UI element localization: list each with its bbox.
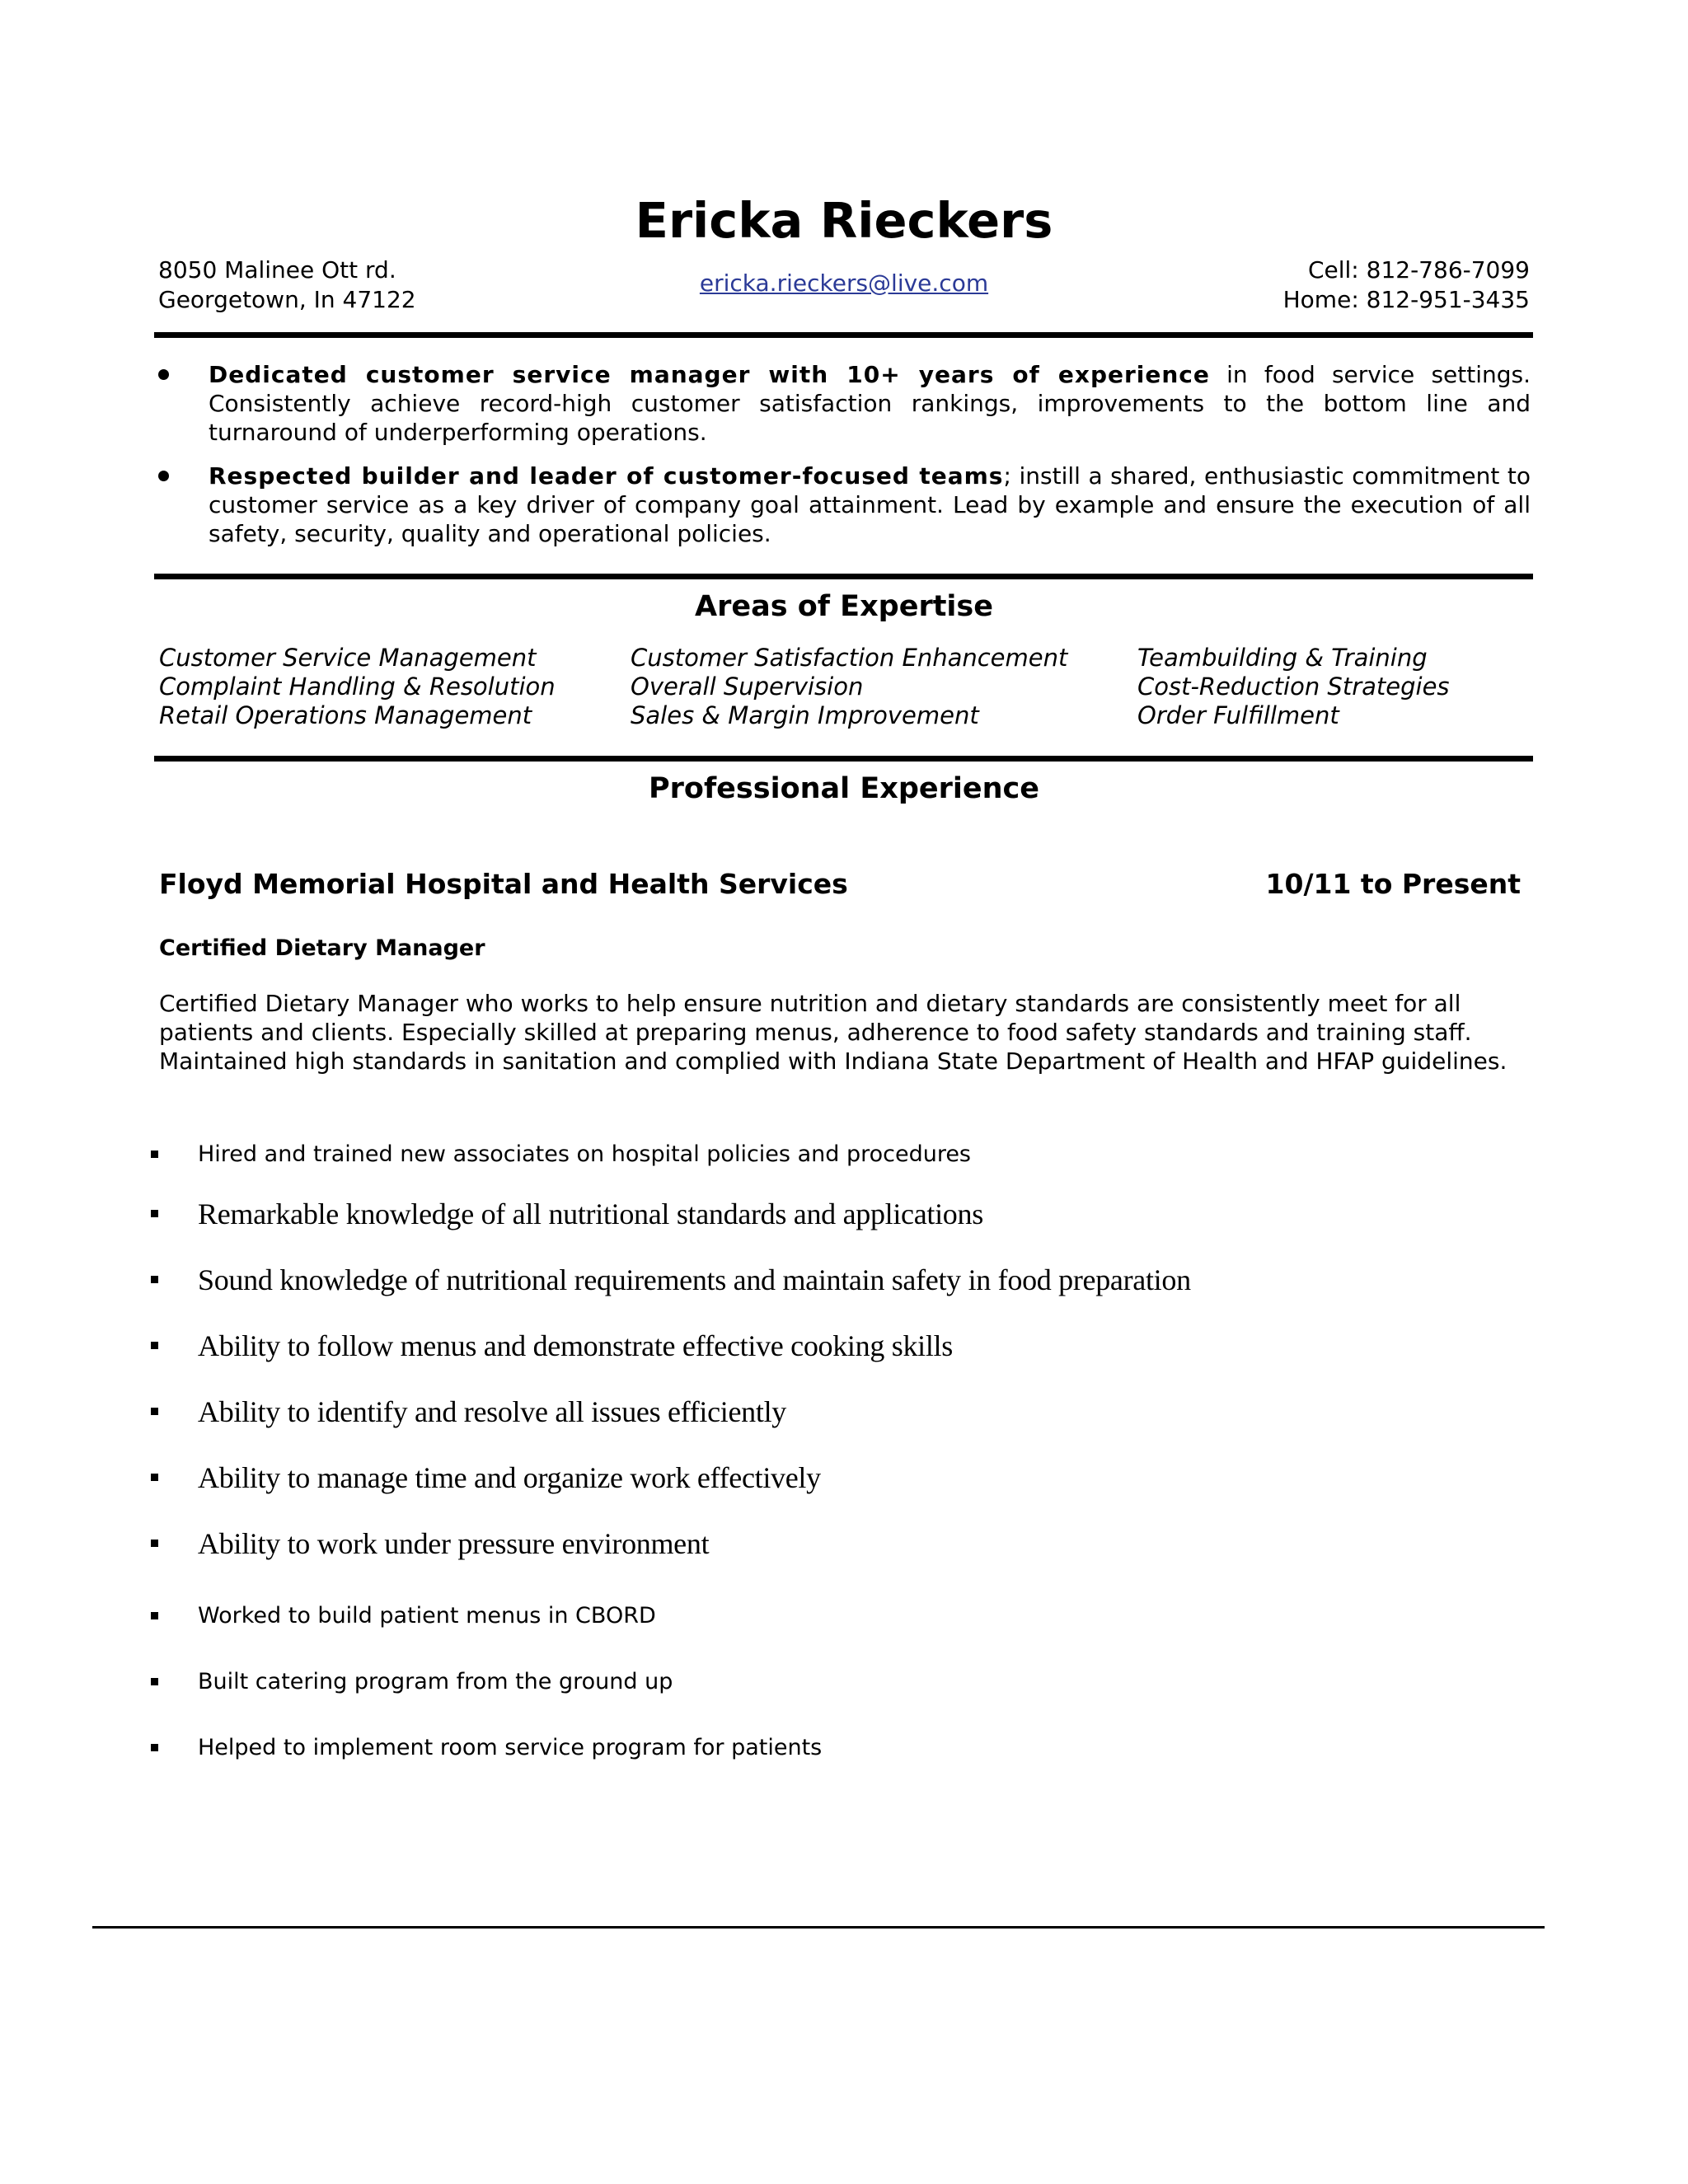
list-item-text: Helped to implement room service program for patients [198,1735,823,1760]
summary-item [154,462,1531,548]
job-description: Certified Dietary Manager who works to help ensure nutrition and dietary standards are consistently meet for all patients and clients. Especially skilled at preparing menus, adherence to food safety standards and training staff. Maintained high standards in sanitation and complied with Indiana State Department of Health and HFAP guidelines. [159,990,1507,1075]
expertise-item: Complaint Handling & Resolution [159,673,556,701]
footer-divider [92,1926,1545,1929]
list-item-text: Built catering program from the ground up [198,1669,673,1694]
list-item-text: Ability to identify and resolve all issues efficiently [198,1395,786,1428]
list-item-text: Worked to build patient menus in CBORD [198,1603,656,1629]
expertise-column-2 [631,644,1067,730]
list-item-text: Ability to manage time and organize work effectively [198,1461,821,1494]
summary-divider [154,574,1533,579]
home-phone: Home: 812-951-3435 [1282,286,1530,313]
expertise-column-1 [159,644,556,730]
expertise-item: Customer Service Management [159,644,537,672]
expertise-item: Overall Supervision [631,673,864,701]
list-item-text: Sound knowledge of nutritional requirements and maintain safety in food preparation [198,1263,1191,1296]
expertise-item: Teambuilding & Training [1137,644,1428,672]
list-item-text: Ability to follow menus and demonstrate effective cooking skills [198,1329,953,1362]
square-bullet-icon [151,1474,158,1481]
bullet-dot-icon [158,369,169,380]
summary-text: ; instill a shared, enthusiastic commitment to customer service as a key driver of company goal attainment. Lead by example and ensure the execution of all safety, security, quality and operational policies. [209,462,1531,547]
summary-highlight: Respected builder and leader of customer-focused teams [209,462,1004,490]
address-line-1: 8050 Malinee Ott rd. [158,256,396,284]
list-item-text: Ability to work under pressure environment [198,1527,710,1560]
phone-block [1283,255,1530,315]
list-item-text: Hired and trained new associates on hospital policies and procedures [198,1141,971,1167]
square-bullet-icon [151,1540,158,1547]
bullet-dot-icon [158,471,169,481]
expertise-column-3 [1137,644,1450,730]
email-link[interactable]: ericka.rieckers@live.com [699,269,989,297]
square-bullet-icon [151,1342,158,1349]
expertise-item: Cost-Reduction Strategies [1137,673,1450,701]
square-bullet-icon [151,1744,158,1751]
candidate-name: Ericka Rieckers [635,192,1053,249]
job-title: Certified Dietary Manager [159,935,485,961]
square-bullet-icon [151,1408,158,1415]
expertise-item: Customer Satisfaction Enhancement [631,644,1068,672]
list-item-text: Remarkable knowledge of all nutritional standards and applications [198,1197,983,1230]
square-bullet-icon [151,1612,158,1619]
expertise-heading: Areas of Expertise [694,590,993,623]
summary-highlight: Dedicated customer service manager with 10+ years of experience [209,361,1210,388]
summary-item [154,360,1531,447]
employer-name: Floyd Memorial Hospital and Health Services [159,868,848,900]
expertise-divider [154,756,1533,762]
square-bullet-icon [151,1151,158,1158]
square-bullet-icon [151,1678,158,1685]
summary-list [154,360,1531,563]
employment-dates: 10/11 to Present [1265,868,1521,900]
square-bullet-icon [151,1210,158,1217]
expertise-item: Retail Operations Management [159,701,532,729]
header-divider [154,332,1533,338]
experience-heading: Professional Experience [648,772,1040,805]
cell-phone: Cell: 812-786-7099 [1307,256,1530,284]
expertise-item: Sales & Margin Improvement [631,701,979,729]
expertise-item: Order Fulfillment [1137,701,1339,729]
address-line-2: Georgetown, In 47122 [158,286,416,313]
summary-text: in food service settings. Consistently achieve record-high customer satisfaction rankings, improvements to the bottom line and turnaround of underperforming operations. [209,361,1531,446]
square-bullet-icon [151,1276,158,1283]
